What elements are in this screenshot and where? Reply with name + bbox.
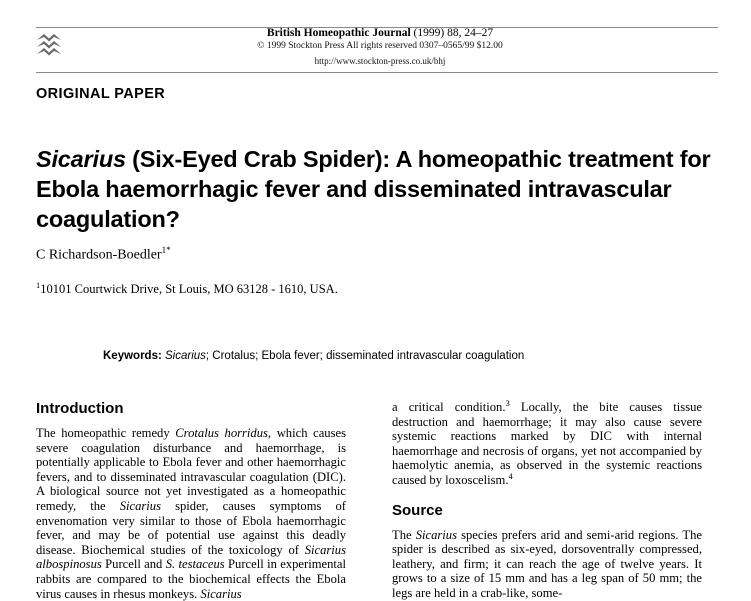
header-bottom-rule (36, 72, 718, 73)
publisher-url: http://www.stockton-press.co.uk/bhj (314, 56, 446, 66)
citation-ref-3: 3 (505, 397, 510, 408)
article-type-kicker: ORIGINAL PAPER (36, 86, 166, 102)
intro-paragraph (36, 426, 346, 601)
intro-italic-3: Sicarius albospinosus (36, 542, 346, 572)
keywords-line (103, 349, 703, 364)
intro-italic-4: S. testaceus (165, 557, 225, 572)
cont-seg-1: a critical condition. (392, 400, 506, 414)
intro-seg-3: spider, causes symptoms of envenomation very similar to those of Ebola haemorrhagic fever, and may be of potential use against this deadly disease. Biochemical studies of the toxicology of (36, 498, 346, 557)
intro-seg-5: Purcell in experimental rabbits are compared to the biochemical effects the Ebola virus causes in rhesus monkeys. (36, 557, 346, 601)
affiliation-address: 10101 Courtwick Drive, St Louis, MO 63128 - 1610, USA. (40, 282, 338, 297)
title-genus: Sicarius (36, 145, 126, 172)
body-column-right (392, 397, 702, 601)
keywords-rest: ; Crotalus; Ebola fever; disseminated intravascular coagulation (205, 350, 525, 362)
intro-italic-2: Sicarius (119, 498, 161, 513)
source-paragraph (392, 528, 702, 601)
intro-italic-1: Crotalus horridus, (175, 426, 272, 440)
journal-citation-line (100, 27, 660, 40)
section-heading-source: Source (392, 501, 443, 519)
author-marks: 1* (161, 245, 171, 255)
section-heading-introduction: Introduction (36, 400, 124, 417)
journal-volume-pages: (1999) 88, 24–27 (410, 27, 494, 39)
affiliation-line (36, 280, 338, 297)
intro-italic-5: Sicarius (200, 586, 242, 601)
keywords-label: Keywords: (103, 350, 162, 362)
continued-paragraph (392, 397, 702, 488)
intro-seg-4: Purcell and (101, 557, 166, 572)
source-seg-2: species prefers arid and semi-arid regions. The spider is described as six-eyed, dorsoventrally compressed, leathery, and firm; it can reach the age of twelve years. It grows to a size of 15 mm and has a leg span of 50 mm; the legs are held in a crab-like, some- (392, 527, 702, 600)
page-title (36, 144, 726, 234)
intro-seg-2: which causes severe coagulation disturbance and haemorrhage, is potentially applicable to Ebola fever and other haemorrhagic fevers, and to disseminated intravascular coagulation (DIC). A biological source not yet investigated as a homeopathic remedy, the (36, 426, 346, 513)
title-rest: (Six-Eyed Crab Spider): A homeopathic treatment for Ebola haemorrhagic fever and disseminated intravascular coagulation? (36, 145, 711, 232)
keyword-genus: Sicarius (165, 350, 206, 362)
author-name: C Richardson-Boedler (36, 247, 162, 263)
author-line (36, 245, 171, 264)
journal-title: British Homeopathic Journal (266, 27, 411, 39)
body-column-left (36, 400, 346, 601)
citation-ref-4: 4 (508, 470, 513, 481)
intro-seg-1: The homeopathic remedy (36, 426, 176, 440)
copyright-line: © 1999 Stockton Press All rights reserved 0307–0565/99 $12.00 (257, 41, 503, 51)
source-italic-1: Sicarius (415, 527, 457, 542)
affiliation-mark: 1 (36, 280, 41, 290)
stockton-press-logo-icon (36, 33, 62, 57)
source-seg-1: The (392, 527, 416, 542)
cont-seg-2: Locally, the bite causes tissue destruction and haemorrhage; it may also cause severe systemic reactions marked by DIC with internal haemorrhage and necrosis of organs, yet not accompanied by haemolytic anemia, as observed in the systemic reactions caused by loxoscelism. (392, 400, 702, 487)
